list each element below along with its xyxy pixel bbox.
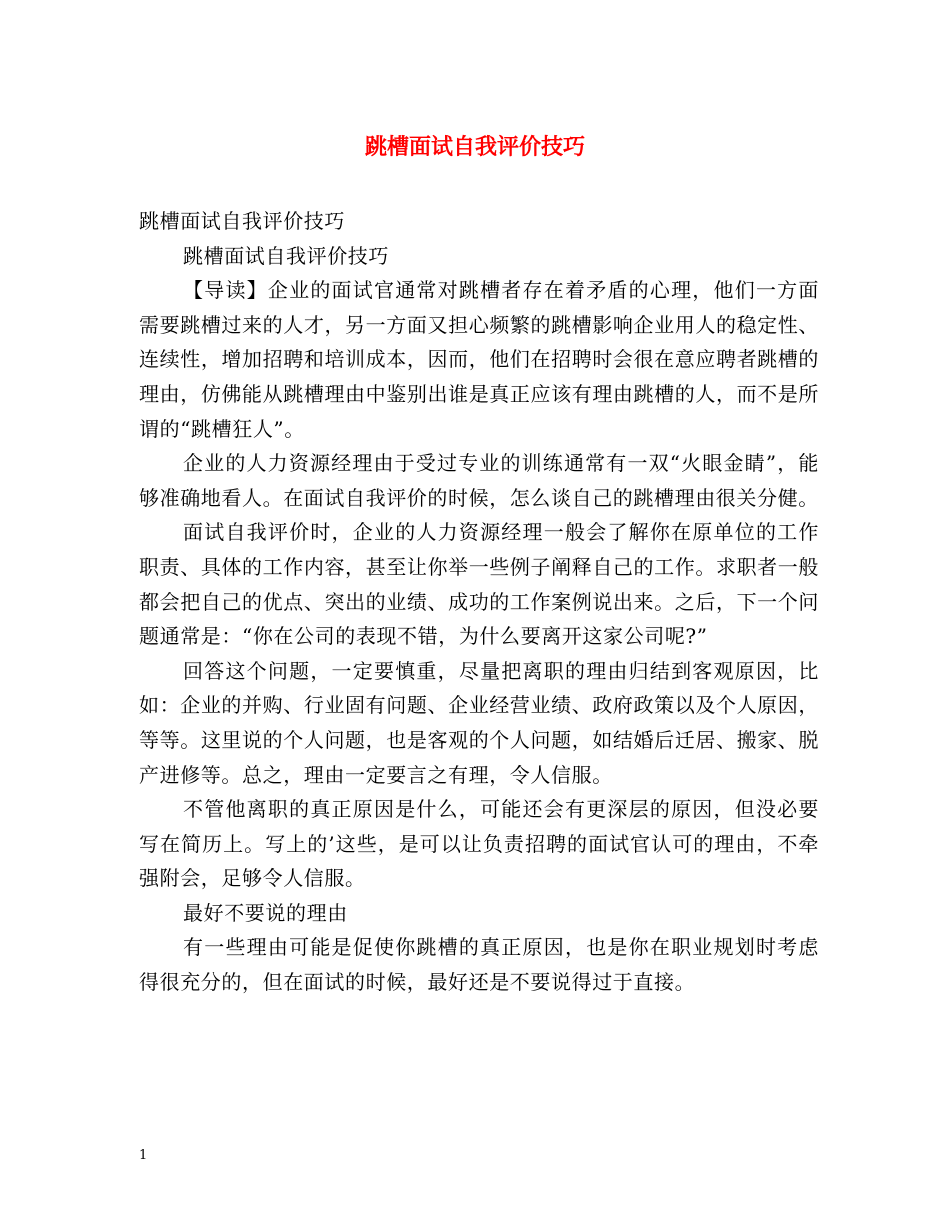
paragraph-hr-manager: 企业的人力资源经理由于受过专业的训练通常有一双“火眼金睛”，能够准确地看人。在面试自我评价的时候，怎么谈自己的跳槽理由很关分健。 [139,451,819,510]
body-heading: 跳槽面试自我评价技巧 [139,209,345,233]
page-number: 1 [139,1148,148,1163]
paragraph-answer: 回答这个问题，一定要慎重，尽量把离职的理由归结到客观原因，比如：企业的并购、行业固有问题、企业经营业绩、政府政策以及个人原因，等等。这里说的个人问题，也是客观的个人问题，如结婚后迁居、搬家、脱产进修等。总之，理由一定要言之有理，令人信服。 [139,658,819,787]
paragraph-self-evaluation: 面试自我评价时，企业的人力资源经理一般会了解你在原单位的工作职责、具体的工作内容，甚至让你举一些例子阐释自己的工作。求职者一般都会把自己的优点、突出的业绩、成功的工作案例说出来。之后，下一个问题通常是：“你在公司的表现不错，为什么要离开这家公司呢?” [139,520,819,649]
paragraph-reasons: 有一些理由可能是促使你跳槽的真正原因，也是你在职业规划时考虑得很充分的，但在面试的时候，最好还是不要说得过于直接。 [139,935,819,995]
section-heading: 最好不要说的理由 [183,900,348,925]
paragraph-resume: 不管他离职的真正原因是什么，可能还会有更深层的原因，但没必要写在简历上。写上的’这些，是可以让负责招聘的面试官认可的理由，不牵强附会，足够令人信服。 [139,797,819,891]
paragraph-intro: 【导读】企业的面试官通常对跳槽者存在着矛盾的心理，他们一方面需要跳槽过来的人才，另一方面又担心频繁的跳槽影响企业用人的稳定性、连续性，增加招聘和培训成本，因而，他们在招聘时会很在意应聘者跳槽的理由，仿佛能从跳槽理由中鉴别出谁是真正应该有理由跳槽的人，而不是所谓的“跳槽狂人”。 [139,278,819,441]
document-title: 跳槽面试自我评价技巧 [364,134,585,160]
subheading: 跳槽面试自我评价技巧 [183,243,389,268]
document-body [139,204,819,1000]
